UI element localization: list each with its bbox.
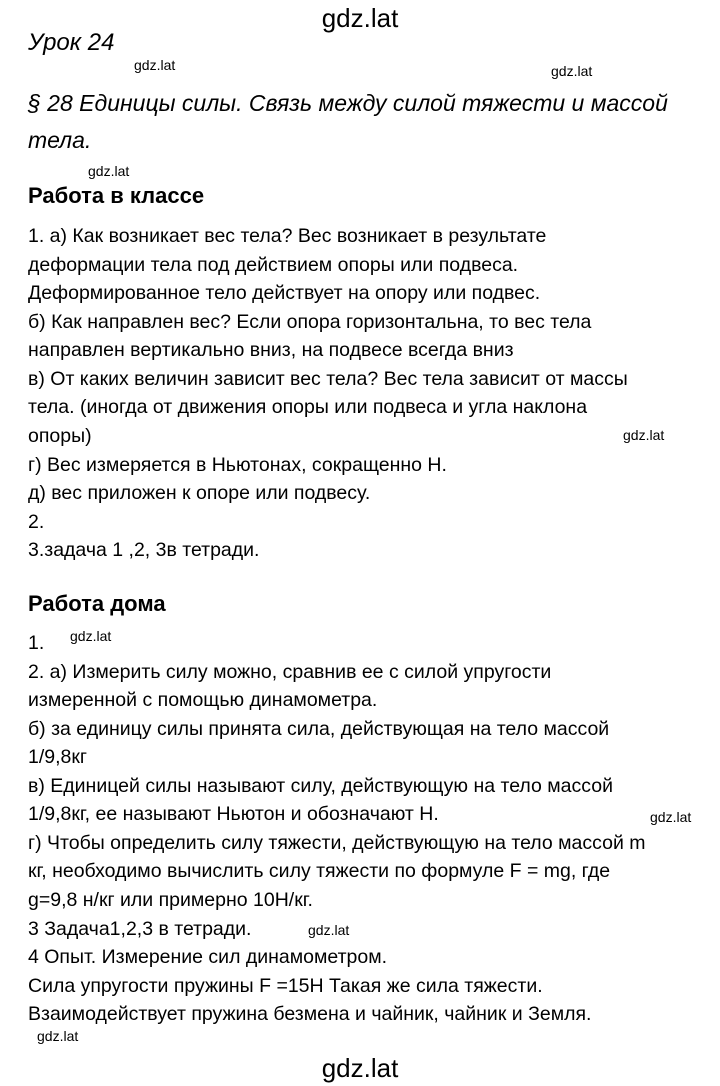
home-work-line: 1/9,8кг, ее называют Ньютон и обозначают Н.: [28, 803, 439, 825]
home-work-line: 3 Задача1,2,3 в тетради.: [28, 918, 252, 940]
watermark-7: gdz.lat: [308, 922, 350, 938]
class-work-line: г) Вес измеряется в Ньютонах, сокращенно Н.: [28, 454, 447, 476]
home-work-line: 1.: [28, 632, 45, 654]
class-work-line: д) вес приложен к опоре или подвесу.: [28, 482, 371, 504]
home-work-heading: Работа дома: [28, 591, 166, 616]
watermark-8: gdz.lat: [37, 1028, 79, 1044]
watermark-4: gdz.lat: [623, 427, 665, 443]
home-work-line: кг, необходимо вычислить силу тяжести по формуле F = mg, где: [28, 860, 611, 882]
topic-line-2: тела.: [28, 127, 92, 153]
watermark-3: gdz.lat: [88, 163, 130, 179]
home-work-line: измеренной с помощью динамометра.: [28, 689, 378, 711]
class-work-line: 3.задача 1 ,2, 3в тетради.: [28, 539, 260, 561]
class-work-line: в) От каких величин зависит вес тела? Вес тела зависит от массы: [28, 368, 628, 390]
site-watermark-bottom: gdz.lat: [321, 1053, 399, 1083]
watermark-6: gdz.lat: [650, 809, 692, 825]
home-work-line: 4 Опыт. Измерение сил динамометром.: [28, 946, 388, 968]
class-work-line: деформации тела под действием опоры или подвеса.: [28, 254, 519, 276]
class-work-line: Деформированное тело действует на опору или подвес.: [28, 282, 541, 304]
watermark-1: gdz.lat: [134, 57, 176, 73]
class-work-line: б) Как направлен вес? Если опора горизонтальна, то вес тела: [28, 311, 592, 333]
class-work-line: тела. (иногда от движения опоры или подвеса и угла наклона: [28, 396, 588, 418]
home-work-line: Взаимодействует пружина безмена и чайник, чайник и Земля.: [28, 1003, 592, 1025]
lesson-title: Урок 24: [28, 29, 115, 56]
class-work-line: 1. а) Как возникает вес тела? Вес возникает в результате: [28, 225, 547, 247]
class-work-heading: Работа в классе: [28, 183, 205, 208]
home-work-line: б) за единицу силы принята сила, действующая на тело массой: [28, 718, 610, 740]
home-work-line: g=9,8 н/кг или примерно 10Н/кг.: [28, 889, 313, 911]
home-work-line: в) Единицей силы называют силу, действующую на тело массой: [28, 775, 613, 797]
watermark-2: gdz.lat: [551, 63, 593, 79]
home-work-line: 2. а) Измерить силу можно, сравнив ее с силой упругости: [28, 661, 552, 683]
home-work-line: Сила упругости пружины F =15Н Такая же сила тяжести.: [28, 975, 543, 997]
class-work-line: опоры): [28, 425, 92, 447]
watermark-5: gdz.lat: [70, 628, 112, 644]
class-work-line: направлен вертикально вниз, на подвесе всегда вниз: [28, 339, 514, 361]
site-watermark-top: gdz.lat: [321, 3, 399, 33]
class-work-line: 2.: [28, 511, 45, 533]
home-work-line: 1/9,8кг: [28, 746, 88, 768]
home-work-line: г) Чтобы определить силу тяжести, действующую на тело массой m: [28, 832, 646, 854]
topic-line-1: § 28 Единицы силы. Связь между силой тяжести и массой: [28, 90, 668, 116]
